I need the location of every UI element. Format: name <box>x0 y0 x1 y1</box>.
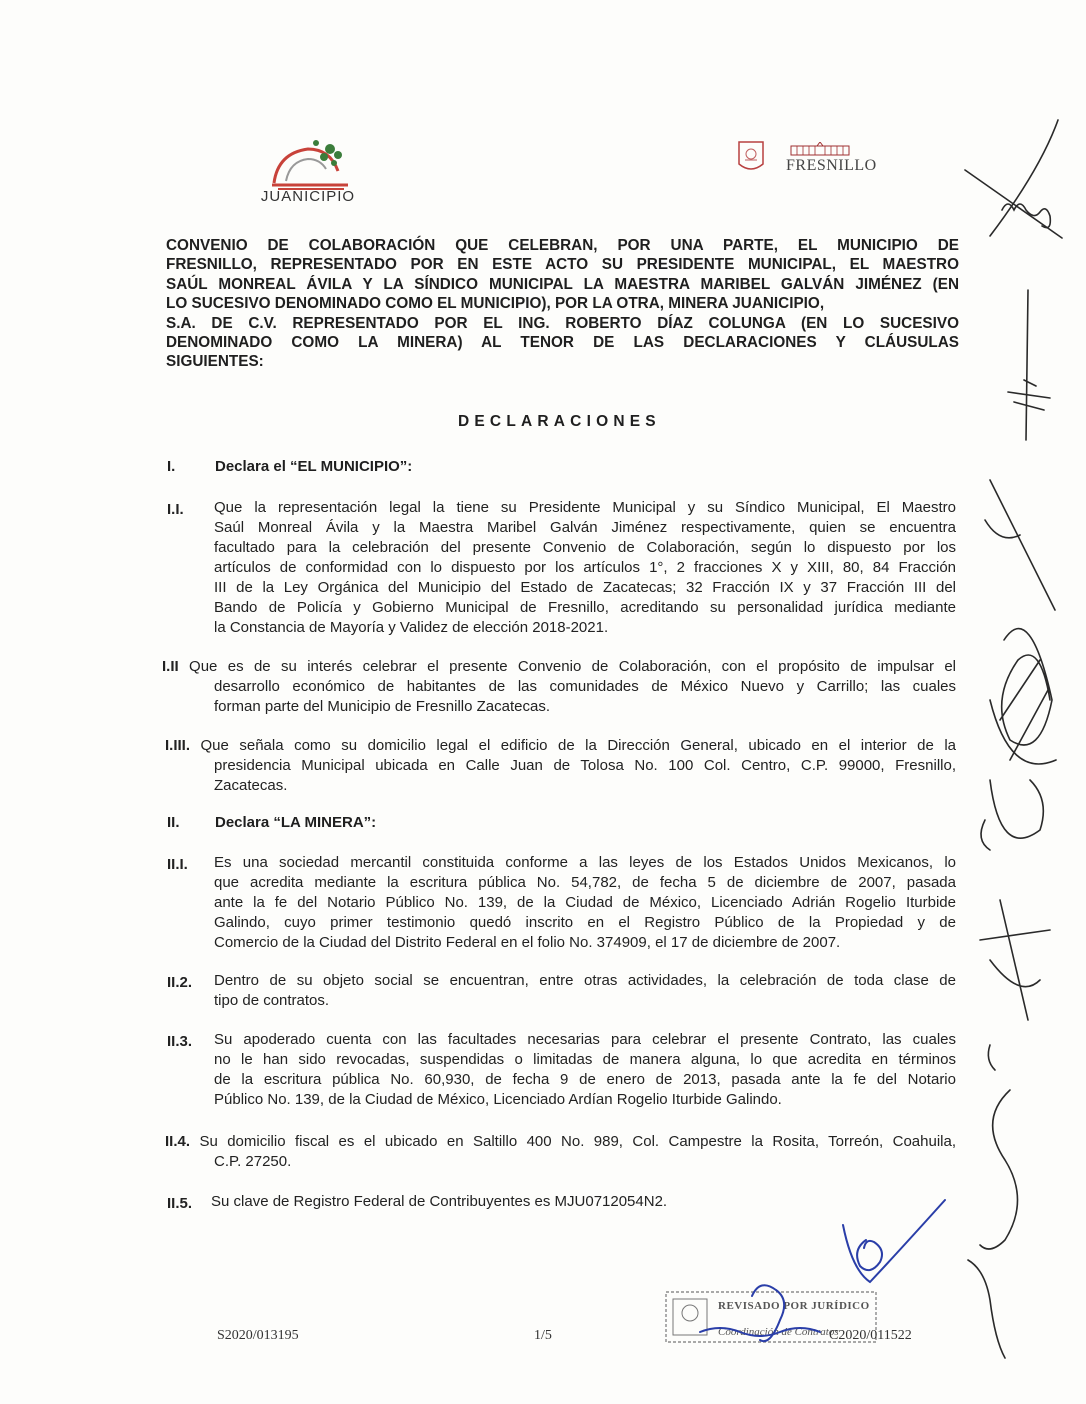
clause-paragraph <box>214 1030 956 1110</box>
paragraph-line: desarrollo económico de habitantes de las comunidades de México Nuevo y Carrillo; las cuales <box>214 678 956 695</box>
title-line: SAÚL MONREAL ÁVILA Y LA SÍNDICO MUNICIPAL LA MAESTRA MARIBEL GALVÁN JIMÉNEZ (EN <box>166 275 959 293</box>
title-line: FRESNILLO, REPRESENTADO POR EN ESTE ACTO SU PRESIDENTE MUNICIPAL, EL MAESTRO <box>166 256 959 274</box>
section-number: I. <box>167 458 176 475</box>
paragraph-line: ante la fe del Notario Público No. 139, de la Ciudad de México, Licenciado Adrián Rogelio Iturbide <box>214 894 956 911</box>
paragraph-line <box>165 1132 956 1152</box>
footer-reference-left: S2020/013195 <box>217 1328 299 1343</box>
title-line: SIGUIENTES: <box>166 353 264 371</box>
clause-paragraph <box>214 971 956 1011</box>
fresnillo-building-icon <box>789 142 851 156</box>
paragraph-line: facultado para la celebración del presente Convenio de Colaboración, según lo dispuesto por los <box>214 539 956 556</box>
declarations-heading: DECLARACIONES <box>458 413 661 430</box>
paragraph-first-line: Que es de su interés celebrar el presente Convenio de Colaboración, con el propósito de impulsar el <box>189 658 957 675</box>
title-line: CONVENIO DE COLABORACIÓN QUE CELEBRAN, POR UNA PARTE, EL MUNICIPIO DE <box>166 237 959 254</box>
paragraph-line: Comercio de la Ciudad del Distrito Federal en el folio No. 374909, el 17 de diciembre de 2007. <box>214 934 841 951</box>
section-number: II. <box>167 814 180 831</box>
clause-paragraph <box>165 1132 956 1152</box>
title-line: S.A. DE C.V. REPRESENTADO POR EL ING. ROBERTO DÍAZ COLUNGA (EN LO SUCESIVO <box>166 314 959 332</box>
clause-number: I.I. <box>167 501 184 518</box>
paragraph-line: no le han sido revocadas, suspendidas o limitadas de manera alguna, lo que acredita en términos <box>214 1051 956 1068</box>
clause-number: II.5. <box>167 1195 193 1212</box>
paragraph-line: Bando de Policía y Gobierno Municipal de Fresnillo, acreditando su personalidad jurídica mediante <box>214 599 956 616</box>
paragraph-line: Su apoderado cuenta con las facultades necesarias para celebrar el presente Contrato, las cuales <box>214 1031 956 1048</box>
clause-paragraph <box>165 736 956 756</box>
agreement-title <box>166 236 959 372</box>
paragraph-line <box>165 736 956 756</box>
stamp-text: Coordinación de Contratos <box>718 1326 839 1338</box>
clause-number: I.II <box>162 658 179 675</box>
clause-paragraph <box>162 657 956 677</box>
clause-paragraph: Su clave de Registro Federal de Contribuyentes es MJU0712054N2. <box>211 1193 668 1210</box>
clause-paragraph-cont <box>214 1152 956 1172</box>
clause-number: II.2. <box>167 974 193 991</box>
clause-number: II.3. <box>167 1033 193 1050</box>
page-number: 1/5 <box>534 1328 552 1343</box>
section-title: Declara “LA MINERA”: <box>215 814 377 831</box>
paragraph-first-line: Que señala como su domicilio legal el edificio de la Dirección General, ubicado en el interior de la <box>200 737 956 754</box>
paragraph-line: artículos de conformidad con lo dispuesto por los artículos 1°, 2 fracciones X y XIII, 80, 84 Fracción <box>214 559 956 576</box>
stamp-text: REVISADO POR JURÍDICO <box>718 1300 870 1312</box>
municipal-seal-icon <box>735 138 767 178</box>
paragraph-line: Dentro de su objeto social se encuentran, entre otras actividades, la celebración de toda clase de <box>214 972 956 989</box>
paragraph-line: tipo de contratos. <box>214 992 330 1009</box>
footer-reference-right: C2020/011522 <box>829 1328 912 1343</box>
paragraph-line: presidencia Municipal ubicada en Calle Juan de Tolosa No. 100 Col. Centro, C.P. 99000, Fresnillo, <box>214 757 956 774</box>
clause-number: I.III. <box>165 737 191 754</box>
fresnillo-logo-text: FRESNILLO <box>786 157 877 174</box>
paragraph-line: C.P. 27250. <box>214 1153 292 1170</box>
paragraph-line: Es una sociedad mercantil constituida conforme a las leyes de los Estados Unidos Mexicanos, lo <box>214 854 956 871</box>
juanicipio-logo-text: JUANICIPIO <box>260 188 356 205</box>
clause-paragraph <box>214 853 956 953</box>
paragraph-line: de la escritura pública No. 60,930, de fecha 9 de enero de 2013, pasada ante la fe del Notario <box>214 1071 956 1088</box>
paragraph-line: Zacatecas. <box>214 777 288 794</box>
paragraph-line <box>162 657 956 677</box>
clause-paragraph <box>214 498 956 638</box>
title-line: DENOMINADO COMO LA MINERA) AL TENOR DE LAS DECLARACIONES Y CLÁUSULAS <box>166 334 959 352</box>
clause-number: II.I. <box>167 856 188 873</box>
paragraph-line: Galindo, cuyo primer testimonio quedó inscrito en el Registro Público de la Propiedad y de <box>214 914 956 931</box>
paragraph-line: la Constancia de Mayoría y Validez de elección 2018-2021. <box>214 619 609 636</box>
paragraph-line: Público No. 139, de la Ciudad de México, Licenciado Ardían Rogelio Iturbide Galindo. <box>214 1091 782 1108</box>
title-line: LO SUCESIVO DENOMINADO COMO EL MUNICIPIO), POR LA OTRA, MINERA JUANICIPIO, <box>166 295 825 313</box>
paragraph-line: que acredita mediante la escritura pública No. 54,782, de fecha 5 de diciembre de 2007, pasada <box>214 874 956 891</box>
paragraph-line: III de la Ley Orgánica del Municipio del Estado de Zacatecas; 32 Fracción IX y 37 Fracción III del <box>214 579 956 596</box>
paragraph-line: Que la representación legal la tiene su Presidente Municipal y su Síndico Municipal, El Maestro <box>214 499 956 516</box>
clause-paragraph-cont <box>214 756 956 796</box>
clause-number: II.4. <box>165 1133 191 1150</box>
paragraph-line: Saúl Monreal Ávila y la Maestra Maribel Galván Jiménez respectivamente, quien se encuentra <box>214 519 956 536</box>
section-title: Declara el “EL MUNICIPIO”: <box>215 458 413 475</box>
paragraph-first-line: Su domicilio fiscal es el ubicado en Saltillo 400 No. 989, Col. Campestre la Rosita, Torreón, Coahuila, <box>199 1133 956 1150</box>
clause-paragraph-cont <box>214 677 956 717</box>
paragraph-line: forman parte del Municipio de Fresnillo Zacatecas. <box>214 698 550 715</box>
